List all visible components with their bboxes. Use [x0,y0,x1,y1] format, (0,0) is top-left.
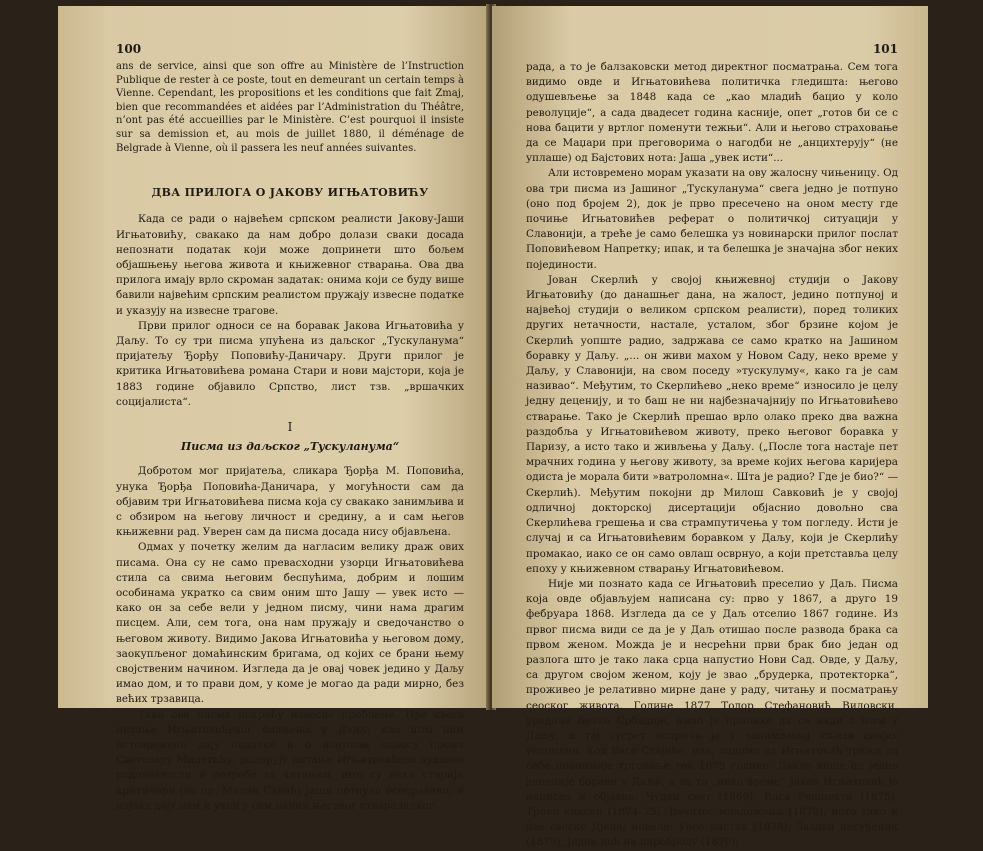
left-page [58,6,490,812]
body-paragraph-1: Добротом мог пријатеља, сликара Ђорђа М. Поповића, унука Ђорђа Поповића-Даничара, у могућности сам да објавим три Игњатовићева писма која су свакако занимљива и с обзиром на његову личност и средину, а и сам његов књижевни рад. Уверен сам да писма досада нису објављена. [116,465,464,539]
body-paragraph-2: Одмах у почетку желим да нагласим велику драж ових писама. Она су не само превасходни узорци Игњатовићева стила са свима његовим беспућима, добрим и лошим особинама укратко са свим оним што Јашу — увек исто — како он за себе вели у једном писму, чини нама драгим писцем. Али, сем тога, она нам пружају и сведочанство о његовом животу. Видимо Јакова Игњатовића у његовом дому, заокупљеног домаћинским бригама, од којих се брани њему својственим начином. Изгледа да је овај човек једино у Даљу имао дом, и то прави дом, у коме је могао да ради мирно, без већих трзавица. [116,541,464,706]
right-paragraph-2: Али истовремено морам указати на ову жалосну чињеницу. Од ова три писма из Јашиног „Тускуланума“ свега једно је потпуно (оно под бројем 2), док је прво пресечено на оном месту где почиње Игњатовићев реферат о политичкој ситуацији у Славонији, а треће је само белешка уз новинарски прилог послат Поповићевом Напретку; ипак, и та белешка је значајна због неких појединости. [526,167,898,271]
right-page [492,6,928,849]
section-title: ДВА ПРИЛОГА О ЈАКОВУ ИГЊАТОВИЋУ [151,186,429,200]
right-paragraph-4: Није ми познато када се Игњатовић преселио у Даљ. Писма која овде објављујем написана су: прво у 1867, а друго 19 фебруара 1868. Изгледа да се у Даљ отселио 1867 године. Из првог писма види се да је у Даљ отишао после развода брака са првом женом. Можда је и несрећни први брак био један од разлога што је тако лака срца напустио Нови Сад. Овде, у Даљу, са другом својом женом, коју је звао „брудерка, протекторка“, проживео је релативно мирне дане у раду, читању и посматрању сеоског живота. Године 1877 Тодор Стефановић Виловски, уредник бечке Србадије, имао је прилике да се види с њим у Даљу, и тај сусрет исприча је у занимљивој књизи својих успомена. Код Васе Стајића, пак, видимо да Игњатовић тражи за себе повољније трговање тек 1879 године. Дакле више од једне деценије борави у Даљу, а за то „неко време“ Јаков Игњатовић је написао и објавио: Чудан свет (1869), Васа Решпекта (1875), Трпен спасен (1874–75), Вечитог младожења (1878), исто тако и две свеске Дјела; новеле: Увео листак (1878), Заздан несуђеник (1879), Једна ноћ на пароброду (1879), [526,577,898,849]
page-number-right: 101 [872,42,898,56]
subheading: Писма из даљског „Тускуланума“ [180,440,400,454]
right-paragraph-1: рада, а то је балзаковски метод директног посматрања. Сем тога видимо овде и Игњатовићева политичка гледишта: његово одушевљење за 1848 када се „као младић бацио у коло револуције“, а садa двадесет година касније, опет „готов би се с нова бацити у вртлог поменути тежњи“. Али и његово страховање да се Маџари при преговорима о нагодби не „анцихтерују“ (не уплаше) од Бајстових нота: Јаша „увек исти“... [526,61,898,165]
roman-numeral-heading: I [287,420,293,434]
page-number-left: 100 [116,42,142,56]
body-paragraph-3: Тако ова писма покрећу извесне проблеме. Пре свега питање Игњатовићевог бављења у Даљу, као што нам истовремено дају податке и о његовом односу према Светозару Милетићу, додирују питање Игњатовићеве духовне радозналости и потребе за читањем, што су неки старији критичари (на пр. Милан Савић) Јаши потпуно оспоравали; и најзад дају нам и увид у сам начин његовог стваралачког [116,708,464,812]
intro-paragraph-2: Први прилог односи се на боравак Јакова Игњатовића у Даљу. То су три писма упућена из даљског „Тускуланума“ пријатељу Ђорђу Поповићу-Даничару. Други прилог је критика Игњатовићева романа Стари и нови мајстори, која је 1883 године објавило Српство, лист тзв. „вршачких социјалиста“. [116,319,464,408]
intro-paragraph-1: Када се ради о највећем српском реалисти Јакову-Јаши Игњатовићу, свакако да нам добро долази сваки досада непознати податак који може допринети што бољем објашњењу његова живота и књижевног стварања. Ова два прилога имају врло скроман задатак: онима који се буду више бавили највећим српским реалистом пружају извесне податке и указују на извесне трагове. [116,213,464,317]
french-paragraph: ans de service, ainsi que son offre au Ministère de l’Instruction Publique de rester à ce poste, tout en demeurant un certain temps à Vienne. Cependant, les propositions et les conditions que fait Zmaj, bien que recommandées et aidées par l’Administration du Théâtre, n’ont pas été accueillies par le Ministère. C’est pourquoi il insiste sur sa demission et, au mois de juillet 1880, il déménage de Belgrade à Vienne, où il passera les neuf années suivantes. [116,61,464,154]
right-paragraph-3: Јован Скерлић у својој књижевној студији о Јакову Игњатовићу (до данашњег дана, на жалост, једино потпуној и највећој студији о великом српском реалисти), поред толиких других нетачности, настале, усталом, због брзине којом је Скерлић уопште радио, задржава се само кратко на Јашином боравку у Даљу. „... он живи махом у Новом Саду, неко време у Даљу, у Славонији, на свом поседу »тускулуму«, како га је сам називао“. Међутим, то Скерлићево „неко време“ износило је целу једну деценију, и то баш не ни најбезначајнију по Игњатовићево стварање. Тако је Скерлић прешао врло олако преко два важна раздобља у Игњатовићевом животу, преко његовог боравка у Паризу, а исто тако и живљења у Даљу. („После тога настаје пет мрачних година у његову животу, за време којих његова каријера одиста је морала бити »ватроломна«. Шта је радио? Где је био?“ — Скерлић). Међутим покојни др Милош Савковић је у својој одличној докторској дисертацији објаснио довољно сва Скерлићева грешења и сва стрампутичења у том погледу. Исти је случај и са Игњатовићевим боравком у Даљу, који је Скерлићу промакао, иако се он само овлаш осврнуо, а који претставља целу епоху у књижевном стварању Игњатовићевом. [526,273,898,575]
